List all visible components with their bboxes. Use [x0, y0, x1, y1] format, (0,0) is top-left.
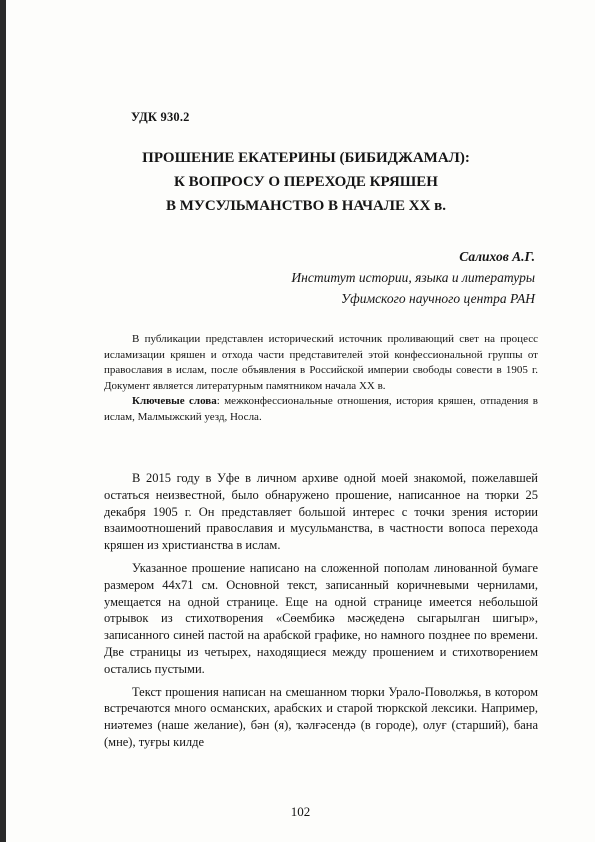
udk-code: УДК 930.2	[131, 110, 190, 124]
title-line-1: ПРОШЕНИЕ ЕКАТЕРИНЫ (БИБИДЖАМАЛ):	[142, 150, 470, 166]
article-title	[96, 146, 516, 218]
author-name: Салихов А.Г.	[459, 249, 535, 264]
body-paragraph-3: Текст прошения написан на смешанном тюрки Урало-Поволжья, в котором встречаются много османских, арабских и старой тюркской лексики. Например, ниәтемез (наше желание), бән (я), ҡәлғәсендә (в городе), олуғ (старший), бана (мне), туғры килде	[104, 684, 538, 749]
body-paragraph-2: Указанное прошение написано на сложенной пополам линованной бумаге размером 44х71 см. Основной текст, записанный коричневыми чернилами, умещается на одной странице. Еще на одной странице имеется небольшой отрывок из стихотворения «Сөембикә мәсҗеденә сыгарылган шигыр», записанного синей пастой на арабской графике, но намного позднее по времени. Две страницы из четырех, находящиеся между прошением и стихотворением остались пустыми.	[104, 560, 538, 676]
title-line-2: К ВОПРОСУ О ПЕРЕХОДЕ КРЯШЕН	[174, 174, 438, 190]
keywords	[104, 394, 538, 425]
author-block	[291, 246, 535, 309]
keywords-list: : межконфессиональные отношения, история кряшен, отпадения в ислам, Малмыжский уезд, Носла.	[104, 395, 538, 423]
affiliation-line-2: Уфимского научного центра РАН	[341, 291, 535, 306]
title-line-3: В МУСУЛЬМАНСТВО В НАЧАЛЕ XX в.	[165, 198, 446, 214]
body-paragraph-1: В 2015 году в Уфе в личном архиве одной моей знакомой, пожелавшей остаться неизвестной, было обнаружено прошение, написанное на тюрки 25 декабря 1905 г. Он представляет большой интерес с точки зрения истории взаимоотношений православия и мусульманства, в частности вопоса перехода кряшен из христианства в ислам.	[104, 471, 538, 553]
abstract	[104, 332, 538, 425]
page-number: 102	[290, 804, 311, 819]
affiliation-line-1: Институт истории, языка и литературы	[291, 270, 535, 285]
article-body	[104, 470, 538, 757]
keywords-label: Ключевые слова	[132, 395, 217, 407]
abstract-text: В публикации представлен исторический источник проливающий свет на процесс исламизации кряшен и отхода части представителей этой конфессиональной группы от православия в ислам, после объявления в Российской империи свободы совести в 1905 г. Документ является литературным памятником начала XX в.	[104, 333, 538, 392]
